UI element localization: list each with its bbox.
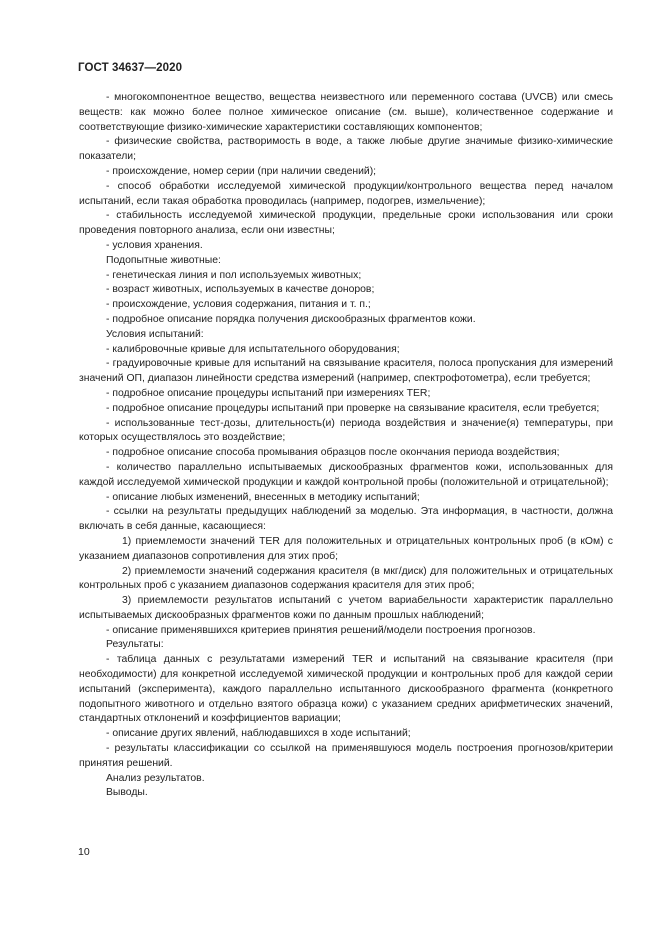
list-item: - количество параллельно испытываемых дискообразных фрагментов кожи, использованных для каждой исследуемой химической продукции и каждой контрольной пробы (положительной и отрицательной); (79, 461, 613, 488)
section-heading: Условия испытаний: (106, 328, 204, 340)
list-item: - физические свойства, растворимость в воде, а также любые другие значимые физико-химические показатели; (79, 136, 613, 163)
section-heading: Выводы. (106, 787, 148, 799)
list-item: - подробное описание процедуры испытаний при измерениях TER; (106, 387, 431, 399)
body-text (79, 91, 613, 801)
numbered-item: 2) приемлемости значений содержания красителя (в мкг/диск) для положительных и отрицательных контрольных проб с указанием диапазонов содержания красителя для этих проб; (79, 565, 613, 592)
list-item: - происхождение, номер серии (при наличии сведений); (106, 165, 377, 177)
section-heading: Подопытные животные: (106, 254, 221, 266)
document-code-header: ГОСТ 34637—2020 (78, 62, 183, 74)
list-item: - описание применявшихся критериев принятия решений/модели построения прогнозов. (106, 624, 536, 636)
section-heading: Анализ результатов. (106, 772, 205, 784)
list-item: - способ обработки исследуемой химической продукции/контрольного вещества перед началом испытаний, если такая обработка проводилась (например, подогрев, измельчение); (79, 180, 613, 207)
list-item: - стабильность исследуемой химической продукции, предельные сроки использования или сроки проведения повторного анализа, если они известны; (79, 210, 613, 237)
list-item: - описание других явлений, наблюдавшихся в ходе испытаний; (106, 728, 411, 740)
list-item: - возраст животных, используемых в качестве доноров; (106, 284, 375, 296)
section-heading: Результаты: (106, 639, 164, 651)
list-item: - результаты классификации со ссылкой на применявшуюся модель построения прогнозов/критерии принятия решений. (79, 743, 613, 769)
list-item: - ссылки на результаты предыдущих наблюдений за моделью. Эта информация, в частности, должна включать в себя данные, касающиеся: (79, 506, 613, 533)
list-item: - градуировочные кривые для испытаний на связывание красителя, полоса пропускания для измерений значений ОП, диапазон линейности средства измерений (например, спектрофотометра), если требуется; (79, 358, 613, 385)
list-item: - описание любых изменений, внесенных в методику испытаний; (106, 491, 420, 503)
list-item: - подробное описание порядка получения дискообразных фрагментов кожи. (106, 313, 476, 325)
list-item: - условия хранения. (106, 239, 203, 251)
list-item: - калибровочные кривые для испытательного оборудования; (106, 343, 400, 355)
list-item: - подробное описание способа промывания образцов после окончания периода воздействия; (106, 447, 560, 459)
numbered-item: 3) приемлемости результатов испытаний с учетом вариабельности характеристик параллельно испытываемых дискообразных фрагментов кожи по данным прошлых наблюдений; (79, 595, 613, 621)
list-item: - таблица данных с результатами измерений TER и испытаний на связывание красителя (при необходимости) для конкретной исследуемой химической продукции и контрольных проб для каждой серии испытаний (эксперимента), каждого параллельно испытанного дискообразного фрагмента (конкретного подопытного животного и отдельно взятого образца кожи) с указанием средних арифметических значений, стандартных отклонений и коэффициентов вариации; (79, 654, 613, 725)
list-item: - многокомпонентное вещество, вещества неизвестного или переменного состава (UVCB) или смесь веществ: как можно более полное химическое описание (см. выше), количественное содержание и соответствующие физико-химические характеристики составляющих компонентов; (79, 92, 613, 133)
list-item: - происхождение, условия содержания, питания и т. п.; (106, 299, 371, 311)
list-item: - подробное описание процедуры испытаний при проверке на связывание красителя, если требуется; (106, 402, 600, 414)
numbered-item: 1) приемлемости значений TER для положительных и отрицательных контрольных проб (в кОм) с указанием диапазонов сопротивления для этих проб; (79, 535, 613, 562)
list-item: - использованные тест-дозы, длительность(и) периода воздействия и значение(я) температуры, при которых осуществлялось это воздействие; (79, 417, 613, 444)
page-number: 10 (78, 846, 90, 858)
list-item: - генетическая линия и пол используемых животных; (106, 269, 362, 281)
